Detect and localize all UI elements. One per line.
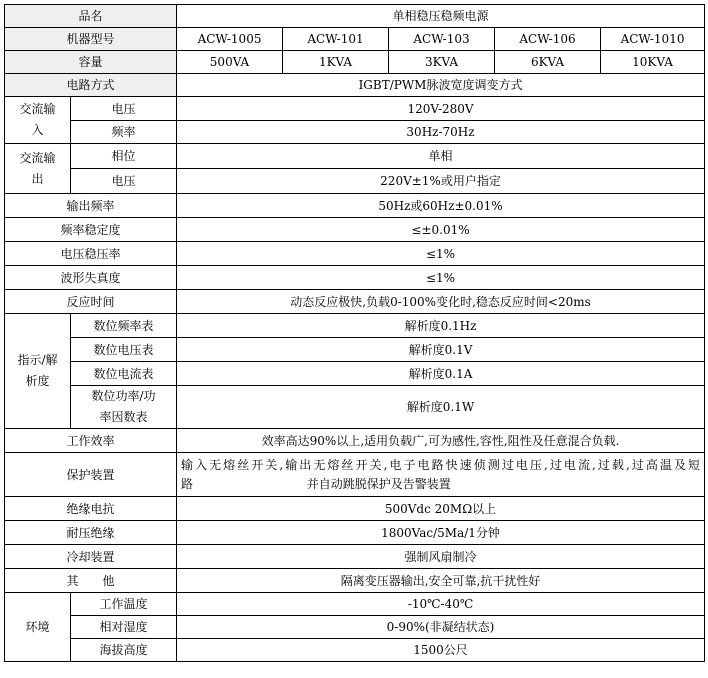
spec-label: 电压稳压率 (5, 242, 177, 266)
ac-output-group-label (5, 144, 71, 194)
capacity-cell: 1KVA (283, 51, 389, 74)
protection-line2a: 路 (181, 476, 194, 491)
power-meter-label-line2: 率因数表 (99, 410, 148, 424)
ac-input-voltage-value: 120V-280V (177, 97, 705, 121)
env-label: 海拔高度 (71, 639, 177, 662)
meter-row (5, 314, 705, 338)
spec-value: ≤1% (177, 242, 705, 266)
product-name-label: 品名 (5, 5, 177, 28)
capacity-label: 容量 (5, 51, 177, 74)
ac-input-label-line1: 交流输 (19, 102, 56, 116)
spec-row (5, 242, 705, 266)
model-row (5, 28, 705, 51)
ac-output-voltage-label: 电压 (71, 169, 177, 194)
capacity-cell: 10KVA (601, 51, 705, 74)
meter-row (5, 362, 705, 386)
model-cell: ACW-103 (389, 28, 495, 51)
env-value: 0-90%(非凝结状态) (177, 616, 705, 639)
protection-line2b: 并自动跳脱保护及告警装置 (306, 476, 451, 491)
spec-row (5, 194, 705, 218)
circuit-value: IGBT/PWM脉波宽度调变方式 (177, 74, 705, 97)
meter-value: 解析度0.1A (177, 362, 705, 386)
env-label: 相对湿度 (71, 616, 177, 639)
env-value: 1500公尺 (177, 639, 705, 662)
capacity-cell: 3KVA (389, 51, 495, 74)
meter-label (71, 386, 177, 429)
meter-value: 解析度0.1W (177, 386, 705, 429)
spec-value: ≤±0.01% (177, 218, 705, 242)
model-cell: ACW-106 (495, 28, 601, 51)
spec-value: ≤1% (177, 266, 705, 290)
model-cell: ACW-1010 (601, 28, 705, 51)
product-name-value: 单相稳压稳频电源 (177, 5, 705, 28)
meter-value: 解析度0.1Hz (177, 314, 705, 338)
ac-output-phase-label: 相位 (71, 144, 177, 169)
spec-value: 动态反应极快,负载0-100%变化时,稳态反应时间<20ms (177, 290, 705, 314)
spec-row (5, 497, 705, 521)
circuit-label: 电路方式 (5, 74, 177, 97)
ac-input-label-line2: 入 (31, 123, 44, 137)
efficiency-row (5, 429, 705, 453)
spec-label: 冷却装置 (5, 545, 177, 569)
ac-input-voltage-label: 电压 (71, 97, 177, 121)
ac-output-voltage-row (5, 169, 705, 194)
ac-input-freq-value: 30Hz-70Hz (177, 121, 705, 144)
spec-value: 1800Vac/5Ma/1分钟 (177, 521, 705, 545)
product-name-row (5, 5, 705, 28)
efficiency-value: 效率高达90%以上,适用负载广,可为感性,容性,阻性及任意混合负载. (177, 429, 705, 453)
spec-label: 其 他 (5, 569, 177, 593)
spec-row (5, 290, 705, 314)
env-label: 工作温度 (71, 593, 177, 616)
protection-line1: 输入无熔丝开关,输出无熔丝开关,电子电路快速侦测过电压,过电流,过载,过高温及短 (181, 457, 701, 472)
protection-value (177, 453, 705, 497)
spec-row (5, 266, 705, 290)
spec-label: 绝缘电抗 (5, 497, 177, 521)
ac-output-phase-value: 单相 (177, 144, 705, 169)
spec-value: 隔离变压器输出,安全可靠,抗干扰性好 (177, 569, 705, 593)
meter-value: 解析度0.1V (177, 338, 705, 362)
model-label: 机器型号 (5, 28, 177, 51)
spec-label: 耐压绝缘 (5, 521, 177, 545)
meter-row (5, 338, 705, 362)
spec-value: 500Vdc 20MΩ以上 (177, 497, 705, 521)
spec-label: 输出频率 (5, 194, 177, 218)
spec-value: 强制风扇制冷 (177, 545, 705, 569)
circuit-row (5, 74, 705, 97)
efficiency-label: 工作效率 (5, 429, 177, 453)
meter-label: 数位电流表 (71, 362, 177, 386)
protection-row (5, 453, 705, 497)
spec-value: 50Hz或60Hz±0.01% (177, 194, 705, 218)
meter-label: 数位电压表 (71, 338, 177, 362)
model-cell: ACW-101 (283, 28, 389, 51)
env-group-label: 环境 (5, 593, 71, 662)
ac-output-label-line1: 交流输 (19, 150, 56, 165)
ac-input-freq-label: 频率 (71, 121, 177, 144)
spec-row (5, 218, 705, 242)
env-row (5, 593, 705, 616)
spec-label: 频率稳定度 (5, 218, 177, 242)
spec-row (5, 569, 705, 593)
spec-row (5, 521, 705, 545)
env-row (5, 616, 705, 639)
ac-input-freq-row (5, 121, 705, 144)
spec-row (5, 545, 705, 569)
capacity-cell: 500VA (177, 51, 283, 74)
meters-label-line1: 指示/解 (17, 353, 58, 367)
ac-input-voltage-row (5, 97, 705, 121)
ac-input-group-label (5, 97, 71, 144)
env-row (5, 639, 705, 662)
ac-output-voltage-value: 220V±1%或用户指定 (177, 169, 705, 194)
meters-label-line2: 析度 (25, 374, 50, 388)
spec-label: 反应时间 (5, 290, 177, 314)
model-cell: ACW-1005 (177, 28, 283, 51)
power-meter-label-line1: 数位功率/功 (91, 389, 156, 403)
env-value: -10℃-40℃ (177, 593, 705, 616)
ac-output-label-line2: 出 (31, 171, 44, 186)
protection-line2 (181, 475, 700, 494)
capacity-row (5, 51, 705, 74)
capacity-cell: 6KVA (495, 51, 601, 74)
spec-table (4, 4, 705, 662)
meter-label: 数位频率表 (71, 314, 177, 338)
meters-group-label (5, 314, 71, 429)
spec-label: 波形失真度 (5, 266, 177, 290)
ac-output-phase-row (5, 144, 705, 169)
meter-row (5, 386, 705, 429)
protection-label: 保护装置 (5, 453, 177, 497)
